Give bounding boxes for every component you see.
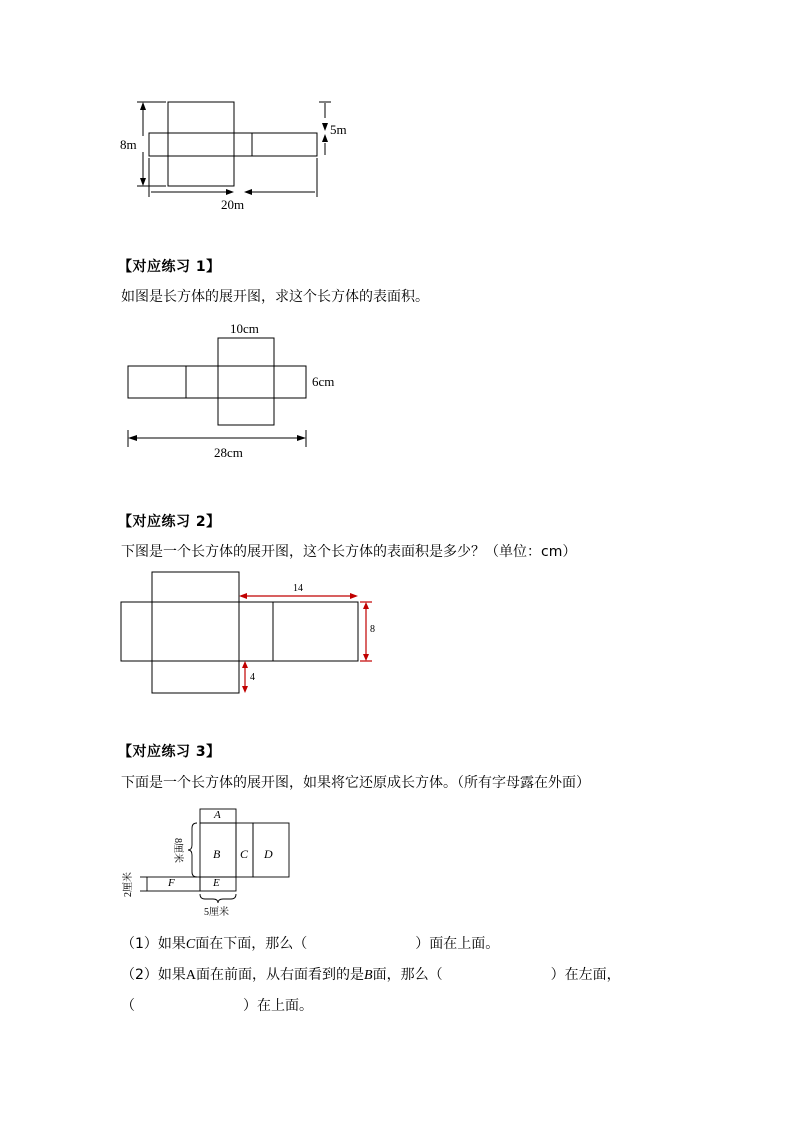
ex1-label-right: 6cm	[312, 374, 335, 389]
figure1-label-length: 20m	[221, 197, 245, 212]
ex3-q1	[121, 933, 499, 953]
ex3-q3-text-a: （	[121, 998, 135, 1014]
ex3-q2-text-a: （2）如果	[121, 967, 186, 983]
ex3-q1-letter: C	[185, 937, 196, 952]
face-a: A	[214, 809, 221, 821]
figure1-label-height: 8m	[120, 137, 137, 152]
ex1-question: 如图是长方体的展开图，求这个长方体的表面积。	[121, 289, 429, 305]
ex2-question: 下图是一个长方体的展开图，这个长方体的表面积是多少？（单位：cm）	[121, 544, 577, 560]
ex2-heading: 【对应练习 2】	[118, 514, 221, 530]
ex2-label-bottom: 4	[250, 672, 255, 683]
ex1-label-bottom: 28cm	[214, 445, 243, 460]
figure1-label-depth: 5m	[330, 122, 347, 137]
ex3-question: 下面是一个长方体的展开图，如果将它还原成长方体。（所有字母露在外面）	[121, 775, 590, 791]
ex3-q2-letter1: A	[185, 968, 197, 983]
ex3-label-5cm: 5厘米	[204, 907, 229, 918]
ex3-q1-text-c: ）面在上面。	[415, 936, 500, 952]
face-e: E	[213, 877, 220, 889]
ex3-q2-text-b: 面在前面，从右面看到的是	[196, 967, 365, 983]
face-c: C	[240, 847, 249, 861]
ex3-q2-text-d: ）在左面，	[550, 967, 621, 983]
ex3-q2	[121, 964, 621, 984]
ex3-q3-text-b: ）在上面。	[243, 998, 313, 1014]
ex2-label-right: 8	[370, 624, 375, 635]
ex3-heading: 【对应练习 3】	[118, 744, 221, 760]
ex3-q2-letter2: B	[364, 968, 373, 983]
ex3-q1-text-b: 面在下面，那么（	[195, 936, 308, 952]
face-f: F	[168, 877, 175, 889]
ex3-label-2cm: 2厘米	[123, 872, 134, 897]
ex3-q3	[121, 995, 313, 1015]
ex3-q1-text-a: （1）如果	[121, 936, 186, 952]
ex2-label-top: 14	[293, 583, 303, 594]
ex1-label-top: 10cm	[230, 321, 259, 336]
ex1-heading: 【对应练习 1】	[118, 259, 221, 275]
face-b: B	[213, 847, 221, 861]
ex3-label-8cm: 8厘米	[172, 838, 183, 863]
face-d: D	[264, 847, 273, 861]
ex3-q2-text-c: 面，那么（	[372, 967, 443, 983]
